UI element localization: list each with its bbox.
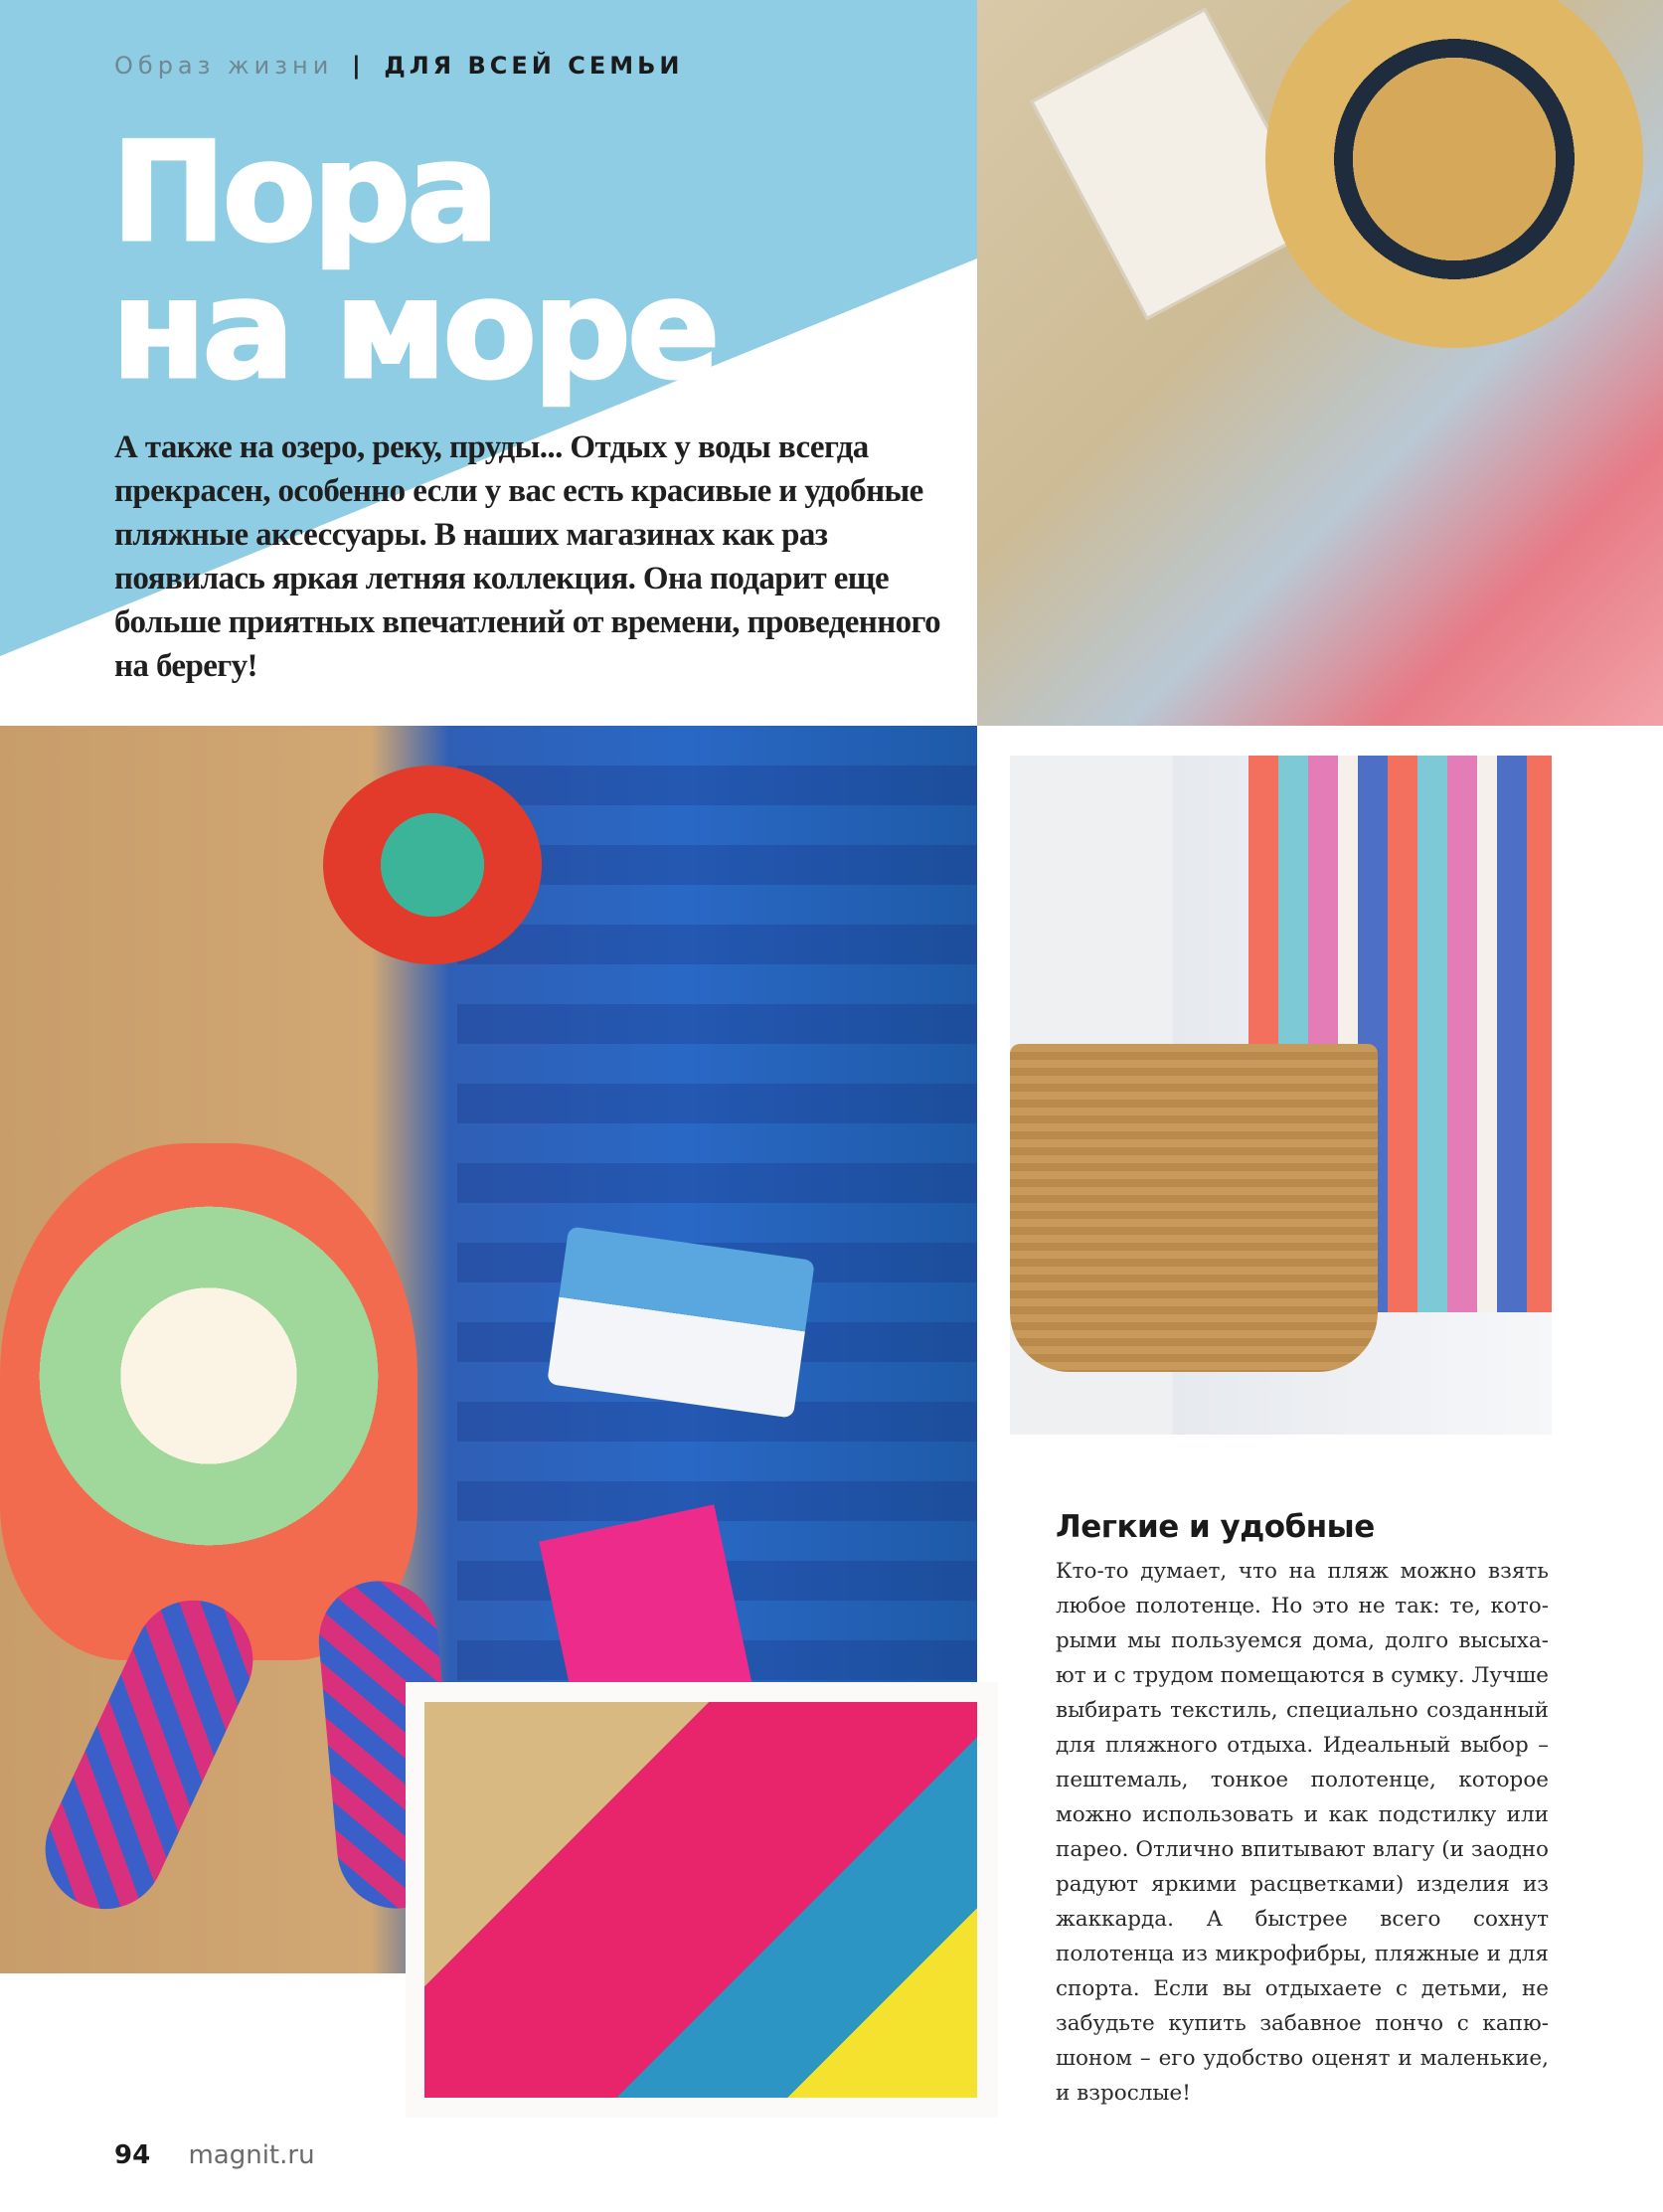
site-link[interactable]: magnit.ru (188, 2140, 315, 2170)
separator: | (351, 52, 366, 80)
page-footer (114, 2140, 315, 2170)
title-line-1: Пора (111, 112, 496, 272)
title-line-2: на море (111, 250, 717, 410)
article-heading: Легкие и удобные (1056, 1509, 1375, 1545)
straw-hat-shape (1265, 0, 1643, 348)
sand-bucket-shape (323, 766, 542, 964)
article-body: Кто-то думает, что на пляж можно взять любое полотенце. Но это не так: те, которыми мы пользуемся дома, долго высыхают и с трудом помещаются в сумку. Лучше выбирать текстиль, специально созданный для пляжного отдыха. Идеальный выбор – пештемаль, тонкое полотенце, которое можно использовать и как подстилку или парео. Отлично впитывают влагу (и заодно радуют яркими расцветками) изделия из жаккарда. А быстрее всего сохнут полотенца из микрофибры, пляжные и для спорта. Если вы отдыхаете с детьми, не забудьте купить забавное пончо с капюшоном – его удобство оценят и маленькие, и взрослые! (1056, 1559, 1549, 2106)
subsection-label: ДЛЯ ВСЕЙ СЕМЬИ (384, 52, 684, 80)
section-label: Образ жизни (114, 52, 334, 80)
photo-hat-book-towel (977, 0, 1663, 726)
photo-colorful-towels-sand (424, 1702, 977, 2098)
dino-poncho-shape (0, 1143, 417, 1660)
section-kicker (114, 52, 684, 80)
page-number: 94 (114, 2140, 151, 2170)
intro-paragraph: А также на озеро, реку, пруды... Отдых у воды всегда прекрасен, особенно если у вас есть красивые и удобные пляжные аксессуары. В наших магазинах как раз появилась яркая летняя коллекция. Она подарит еще больше приятных впечатлений от времени, проведенного на берегу! (114, 429, 940, 684)
photo-straw-bag-towels (1010, 756, 1552, 1435)
water-gun-shape (547, 1226, 815, 1418)
page-title (111, 112, 717, 410)
straw-bag-shape (1010, 1044, 1378, 1372)
